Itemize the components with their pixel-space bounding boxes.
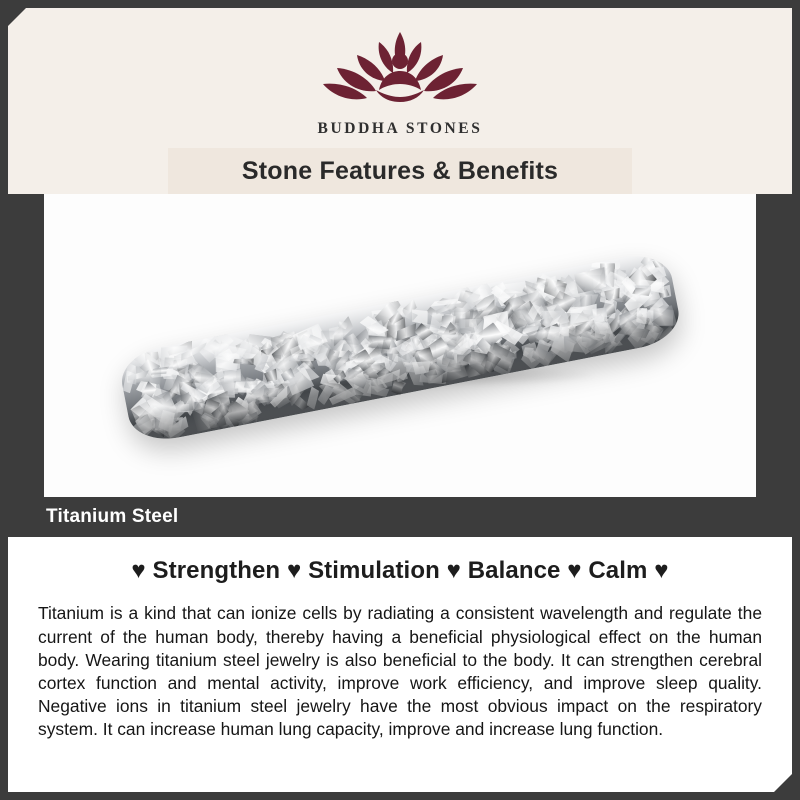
poster-header <box>8 8 792 194</box>
description-text: Titanium is a kind that can ionize cells by radiating a consistent wavelength and regulate the current of the human body, thereby having a beneficial physiological effect on the human body. Wearing titanium steel jewelry is also beneficial to the body. It can strengthen cerebral cortex function and mental activity, improve work efficiency, and improve sleep quality. Negative ions in titanium steel jewelry have the most obvious impact on the respiratory system. It can increase human lung capacity, improve and increase lung function. <box>38 603 762 740</box>
stone-body <box>117 248 684 445</box>
lotus-meditation-icon <box>307 22 493 118</box>
titanium-crystal-bar <box>106 194 695 497</box>
section-title-bar <box>168 148 632 194</box>
benefit-keywords: ♥ Strengthen ♥ Stimulation ♥ Balance ♥ Calm ♥ <box>131 557 669 584</box>
stone-name-strip <box>8 497 792 537</box>
brand-logo <box>8 22 792 138</box>
stone-photo <box>44 194 756 497</box>
hero-left-bar <box>8 194 44 497</box>
hero-right-bar <box>756 194 792 497</box>
product-image-area <box>8 194 792 497</box>
description-section <box>8 537 792 741</box>
brand-name: BUDDHA STONES <box>317 120 483 137</box>
poster-card <box>8 8 792 792</box>
page-title: Stone Features & Benefits <box>241 156 559 185</box>
corner-accent-bottom-right <box>766 766 800 800</box>
crystal-facets <box>117 248 684 445</box>
stone-name: Titanium Steel <box>46 506 179 527</box>
corner-accent-top-left <box>0 0 34 34</box>
